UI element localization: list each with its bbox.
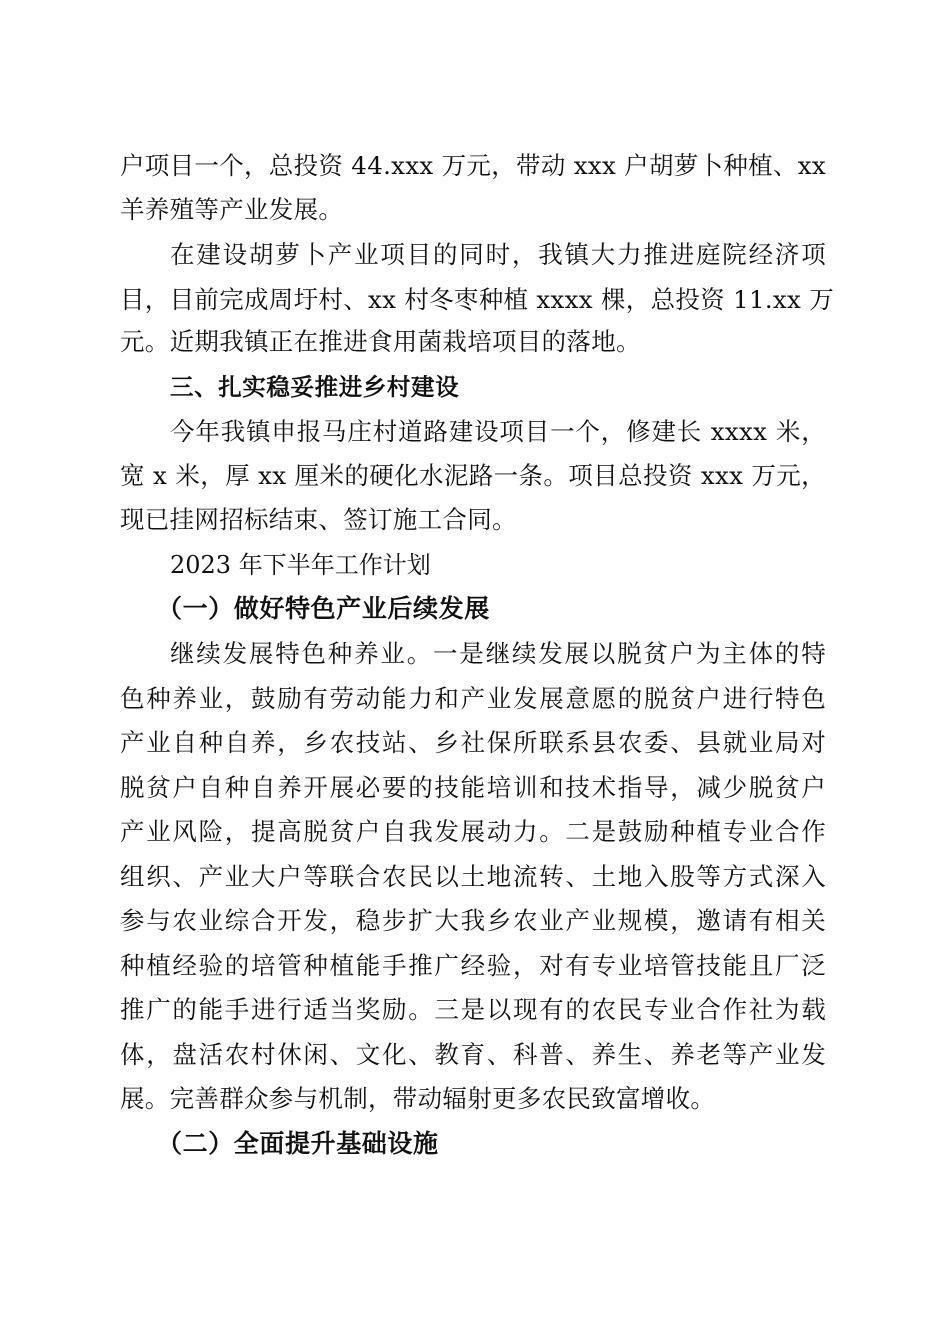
paragraph-line: 展。完善群众参与机制，带动辐射更多农民致富增收。 — [120, 1084, 716, 1113]
paragraph-line: 目，目前完成周圩村、xx 村冬枣种植 xxxx 棵，总投资 11.xx 万 — [120, 285, 835, 314]
paragraph-line: 元。近期我镇正在推进食用菌栽培项目的落地。 — [120, 327, 641, 356]
paragraph-line: 今年我镇申报马庄村道路建设项目一个，修建长 xxxx 米， — [170, 417, 826, 446]
paragraph-line: 继续发展特色种养业。一是继续发展以脱贫户为主体的特 — [170, 639, 826, 668]
paragraph-line: 产业自种自养，乡农技站、乡社保所联系县农委、县就业局对 — [120, 728, 826, 757]
paragraph-line: 现已挂网招标结束、签订施工合同。 — [120, 505, 517, 534]
paragraph-line: 参与农业综合开发，稳步扩大我乡农业产业规模，邀请有相关 — [120, 906, 826, 935]
paragraph-line: 宽 x 米，厚 xx 厘米的硬化水泥路一条。项目总投资 xxx 万元， — [120, 461, 826, 490]
paragraph-line: 组织、产业大户等联合农民以土地流转、土地入股等方式深入 — [120, 862, 826, 891]
paragraph-line: 产业风险，提高脱贫户自我发展动力。二是鼓励种植专业合作 — [120, 817, 826, 846]
paragraph-line: 推广的能手进行适当奖励。三是以现有的农民专业合作社为载 — [120, 995, 826, 1024]
paragraph-line: 体，盘活农村休闲、文化、教育、科普、养生、养老等产业发 — [120, 1040, 826, 1069]
subsection-heading: （一）做好特色产业后续发展 — [157, 594, 490, 623]
paragraph-line: 羊养殖等产业发展。 — [120, 195, 344, 224]
paragraph-line: 在建设胡萝卜产业项目的同时，我镇大力推进庭院经济项 — [170, 240, 826, 269]
paragraph-line: 户项目一个，总投资 44.xxx 万元，带动 xxx 户胡萝卜种植、xx — [120, 151, 826, 180]
paragraph-line: 脱贫户自种自养开展必要的技能培训和技术指导，减少脱贫户 — [120, 773, 826, 802]
paragraph-line: 种植经验的培管种植能手推广经验，对有专业培管技能且厂泛 — [120, 951, 826, 980]
plan-title: 2023 年下半年工作计划 — [170, 551, 431, 579]
paragraph-line: 色种养业，鼓励有劳动能力和产业发展意愿的脱贫户进行特色 — [120, 684, 826, 713]
subsection-heading: （二）全面提升基础设施 — [157, 1129, 439, 1158]
section-heading: 三、扎实稳妥推进乡村建设 — [170, 373, 460, 401]
